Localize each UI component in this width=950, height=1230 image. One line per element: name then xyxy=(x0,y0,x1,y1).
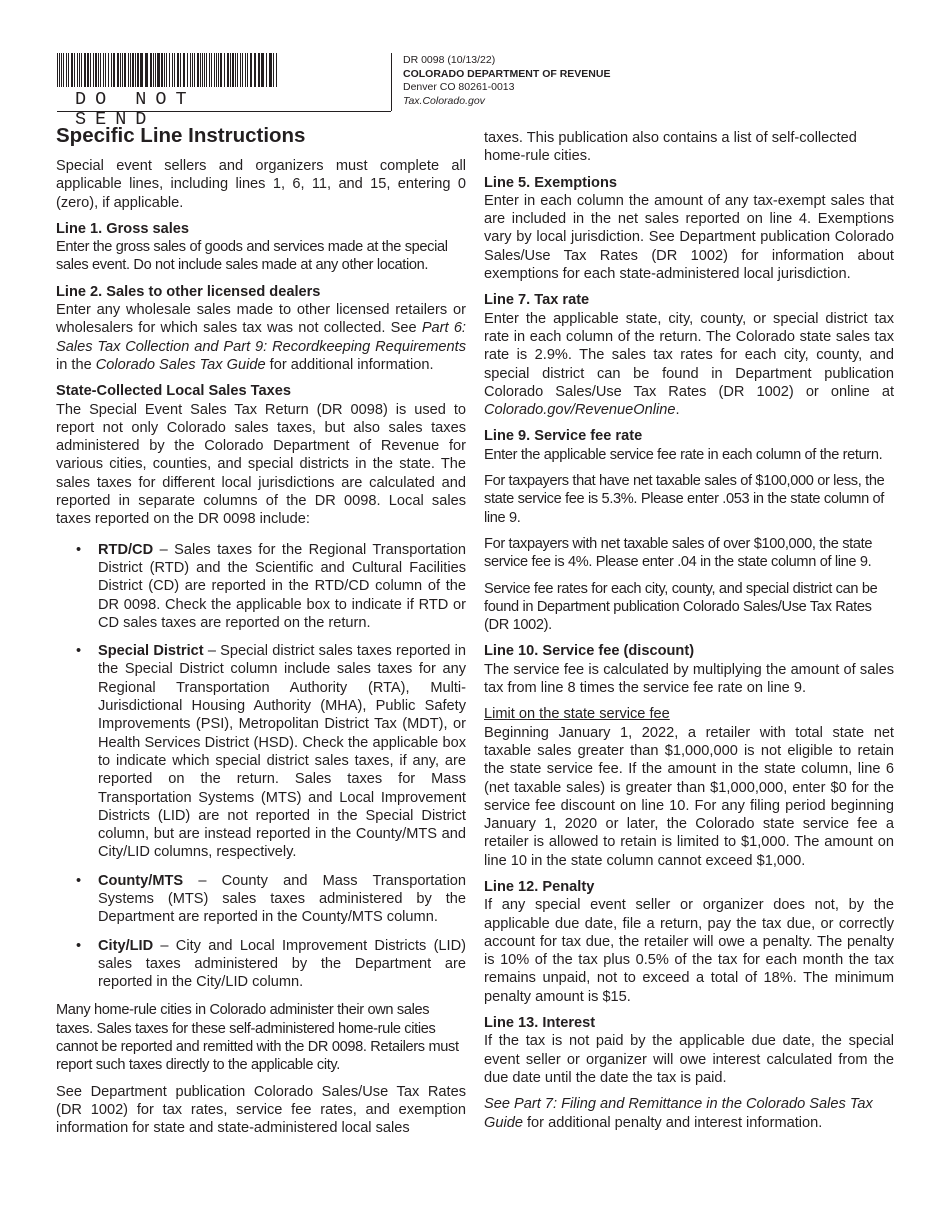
state-collected-body: The Special Event Sales Tax Return (DR 0098) is used to report not only Colorado sales taxes, but also sales taxes administered by the Colorado Department of Revenue for various cities, counties, and special districts in the state. The sales taxes for different local jurisdictions are calculated and reported in separate columns of the DR 0098. Local sales taxes reported on the DR 0098 include: xyxy=(56,401,466,528)
state-collected-heading: State-Collected Local Sales Taxes xyxy=(56,383,291,400)
barcode-bar xyxy=(258,53,260,87)
line1-section xyxy=(56,220,466,275)
barcode-bar xyxy=(63,53,64,87)
line13-body: If the tax is not paid by the applicable due date, the special event seller or organizer will owe interest calculated from the due date until the date the tax is paid. xyxy=(484,1033,894,1086)
barcode-bar xyxy=(209,53,210,87)
barcode-bar xyxy=(108,53,109,87)
barcode-bar xyxy=(84,53,86,87)
barcode-bar xyxy=(132,53,134,87)
header-divider xyxy=(57,111,391,112)
barcode-bar xyxy=(218,53,219,87)
barcode-bar xyxy=(81,53,82,87)
line9-p1: Enter the applicable service fee rate in each column of the return. xyxy=(484,446,883,463)
barcode-bar xyxy=(79,53,80,87)
barcode-bar xyxy=(177,53,179,87)
barcode-bar xyxy=(200,53,201,87)
department-address: Denver CO 80261-0013 xyxy=(403,81,515,94)
barcode-bar xyxy=(59,53,60,87)
barcode-bar xyxy=(90,53,91,87)
barcode-bar xyxy=(153,53,154,87)
barcode-bar xyxy=(211,53,212,87)
barcode-bar xyxy=(232,53,234,87)
barcode-bar xyxy=(140,53,143,87)
line7-section xyxy=(484,291,894,419)
line10-section xyxy=(484,642,894,870)
barcode-bar xyxy=(95,53,97,87)
barcode-bar xyxy=(245,53,246,87)
intro-paragraph: Special event sellers and organizers must complete all applicable lines, including lines 1, 6, 11, and 15, entering 0 (zero), if applicable. xyxy=(56,158,466,211)
home-rule-paragraph: Many home-rule cities in Colorado administer their own sales taxes. Sales taxes for these self-administered home-rule cities cannot be reported and remitted with the DR 0098. Retailers must report such taxes directly to the applicable city. xyxy=(56,1002,459,1074)
see-publication-paragraph: See Department publication Colorado Sales/Use Tax Rates (DR 1002) for tax rates, service fee rates, and exemption information for state and state-administered local sales xyxy=(56,1083,466,1137)
barcode-bar xyxy=(71,53,73,87)
line5-section xyxy=(484,174,894,284)
barcode-bar xyxy=(105,53,106,87)
line2-section xyxy=(56,283,466,374)
barcode-bar xyxy=(237,53,238,87)
line7-body: Enter the applicable state, city, county, or special district tax rate in each column of the return. The Colorado state sales tax rate is 2.9%. The sales tax rates for each city, county, and special district can be found in Department publication Colorado Sales/Use Tax Rates (DR 1002) or online at Colorado.gov/RevenueOnline. xyxy=(484,310,894,419)
line10-body: The service fee is calculated by multiplying the amount of sales tax from line 8 times the service fee rate on line 9. xyxy=(484,661,894,697)
barcode-bar xyxy=(164,53,165,87)
list-item: • City/LID – City and Local Improvement Districts (LID) sales taxes administered by the Department are reported in the City/LID column. xyxy=(76,937,466,991)
barcode-bar xyxy=(100,53,101,87)
line7-heading: Line 7. Tax rate xyxy=(484,292,590,309)
barcode-bar xyxy=(128,53,129,87)
right-column xyxy=(484,129,894,1132)
part6-part9-reference: Part 6: Sales Tax Collection and Part 9: Recordkeeping Requirements xyxy=(56,320,466,355)
bullet-icon: • xyxy=(76,541,82,558)
department-website: Tax.Colorado.gov xyxy=(403,95,485,108)
see-publication-continued: taxes. This publication also contains a list of self-collected home-rule cities. xyxy=(484,130,857,165)
barcode-bar xyxy=(145,53,148,87)
barcode-bar xyxy=(214,53,215,87)
barcode-bar xyxy=(103,53,104,87)
state-collected-section xyxy=(56,382,466,528)
limit-body: Beginning January 1, 2022, a retailer with total state net taxable sales greater than $1,000,000 is not eligible to retain the state service fee. If the amount in the state column, line 6 (net taxable sales) is greater than $1,000,000, enter $0 for the service fee discount on line 10. For any filing period beginning January 1, 2020 or later, the Colorado state service fee a retailer is allowed to retain is limited to $1,000. The amount on line 10 in the state column cannot exceed $1,000. xyxy=(484,724,894,869)
revenue-online-link: Colorado.gov/RevenueOnline xyxy=(484,402,676,419)
barcode-bar xyxy=(161,53,163,87)
bullet-icon: • xyxy=(76,872,82,889)
barcode-bar xyxy=(124,53,126,87)
barcode-bar xyxy=(266,53,267,87)
barcode-bar xyxy=(220,53,222,87)
line12-heading: Line 12. Penalty xyxy=(484,878,595,895)
barcode-block xyxy=(57,53,279,130)
line12-body: If any special event seller or organizer does not, by the applicable due date, file a return, pay the tax due, or correctly account for tax due, the retailer will owe a penalty. The penalty is 10% of the tax plus 0.5% of the tax for each month the tax remains unpaid, not to exceed a total of 18%. The minimum penalty amount is $15. xyxy=(484,897,894,1005)
barcode-bar xyxy=(98,53,99,87)
barcode-bar xyxy=(216,53,217,87)
bullet-icon: • xyxy=(76,937,82,954)
barcode-bar xyxy=(66,53,67,87)
line13-heading: Line 13. Interest xyxy=(484,1015,596,1032)
list-item: • County/MTS – County and Mass Transportation Systems (MTS) sales taxes administered by the Department are reported in the County/MTS column. xyxy=(76,872,466,926)
barcode-bar xyxy=(194,53,195,87)
barcode-bar xyxy=(227,53,229,87)
barcode-bar xyxy=(192,53,193,87)
line5-heading: Line 5. Exemptions xyxy=(484,174,617,191)
barcode-bar xyxy=(276,53,277,87)
barcode-bar xyxy=(166,53,167,87)
barcode-bar xyxy=(172,53,173,87)
local-tax-list xyxy=(56,541,466,992)
line9-heading: Line 9. Service fee rate xyxy=(484,428,643,445)
barcode-bar xyxy=(61,53,62,87)
part7-reference: See Part 7: Filing and Remittance in the Colorado Sales Tax Guide xyxy=(484,1096,873,1131)
barcode-bar xyxy=(135,53,136,87)
barcode-bar xyxy=(68,53,69,87)
barcode-bar xyxy=(87,53,89,87)
line2-heading: Line 2. Sales to other licensed dealers xyxy=(56,283,321,300)
sales-tax-guide-reference: Colorado Sales Tax Guide xyxy=(95,356,266,373)
barcode-bar xyxy=(111,53,112,87)
barcode-bar xyxy=(137,53,139,87)
barcode-bar xyxy=(174,53,175,87)
line9-p2: For taxpayers that have net taxable sales of $100,000 or less, the state service fee is 5.3%. Please enter .053 in the state column of line 9. xyxy=(484,473,885,526)
form-header xyxy=(403,54,610,109)
barcode-bar xyxy=(120,53,121,87)
barcode-bar xyxy=(235,53,236,87)
list-item: • RTD/CD – Sales taxes for the Regional Transportation District (RTD) and the Scientific and Cultural Facilities District (CD) are reported in the RTD/CD column of the DR 0098. Check the applicable box to indicate if RTD or CD sales taxes are reported on the return. xyxy=(76,541,466,631)
list-item: • Special District – Special district sales taxes reported in the Special District column include sales taxes for any Regional Transportation Authority (RTA), Multi-Jurisdictional Housing Authority (MHA), Public Safety Improvements (PSI), Metropolitan District Tax (MDT), or Health Services District (HSD). Check the applicable box to indicate which special district sales taxes, if any, are reported on the return. Sales taxes for Mass Transportation Systems (MTS) and Local Improvement Districts (LID) are not reported in the Special District column, but are instead reported in the County/MTS and City/LID columns, respectively. xyxy=(76,643,466,861)
header-vertical-divider xyxy=(391,53,392,111)
barcode-bar xyxy=(242,53,243,87)
form-code: DR 0098 (10/13/22) xyxy=(403,54,496,66)
barcode-bar xyxy=(77,53,78,87)
barcode-bar xyxy=(74,53,75,87)
barcode-bar xyxy=(57,53,58,87)
barcode-bar xyxy=(117,53,119,87)
barcode-bar xyxy=(204,53,205,87)
barcode-bar xyxy=(122,53,123,87)
barcode-bar xyxy=(169,53,170,87)
barcode-bar xyxy=(93,53,94,87)
line10-heading: Line 10. Service fee (discount) xyxy=(484,643,695,660)
barcode-bar xyxy=(202,53,203,87)
barcode-bar xyxy=(273,53,274,87)
limit-heading: Limit on the state service fee xyxy=(484,706,670,723)
line1-heading: Line 1. Gross sales xyxy=(56,220,190,237)
bullet-icon: • xyxy=(76,643,82,660)
barcode-bar xyxy=(150,53,152,87)
barcode-bar xyxy=(261,53,264,87)
barcode-bar xyxy=(206,53,207,87)
line2-body: Enter any wholesale sales made to other licensed retailers or wholesalers for which sales tax was not collected. See Part 6: Sales Tax Collection and Part 9: Recordkeeping Requirements in the Colorado Sales Tax Guide for additional information. xyxy=(56,302,466,373)
barcode-bar xyxy=(254,53,256,87)
barcode-image xyxy=(57,53,279,87)
barcode-bar xyxy=(224,53,225,87)
part7-reference-paragraph: See Part 7: Filing and Remittance in the Colorado Sales Tax Guide for additional penalty and interest information. xyxy=(484,1096,873,1131)
barcode-bar xyxy=(130,53,131,87)
barcode-bar xyxy=(230,53,231,87)
barcode-bar xyxy=(269,53,272,87)
barcode-bar xyxy=(157,53,160,87)
barcode-bar xyxy=(197,53,199,87)
do-not-send-label: DO NOT SEND xyxy=(75,89,196,130)
barcode-bar xyxy=(247,53,248,87)
department-name: COLORADO DEPARTMENT OF REVENUE xyxy=(403,67,611,80)
barcode-bar xyxy=(190,53,191,87)
line9-p3: For taxpayers with net taxable sales of over $100,000, the state service fee is 4%. Please enter .04 in the state column of line 9. xyxy=(484,535,873,571)
line5-body: Enter in each column the amount of any tax-exempt sales that are included in the net sales reported on line 4. Exemptions vary by local jurisdiction. See Department publication Colorado Sales/Use Tax Rates (DR 1002) for information about exemptions for each state-administered local jurisdiction. xyxy=(484,192,894,283)
barcode-bar xyxy=(250,53,252,87)
barcode-bar xyxy=(187,53,188,87)
line12-section xyxy=(484,878,894,1006)
barcode-bar xyxy=(113,53,115,87)
barcode-bar xyxy=(240,53,241,87)
line9-p4: Service fee rates for each city, county, and special district can be found in Department publication Colorado Sales/Use Tax Rates (DR 1002). xyxy=(484,580,878,634)
line1-body: Enter the gross sales of goods and services made at the special sales event. Do not include sales made at any other location. xyxy=(56,239,448,274)
barcode-bar xyxy=(183,53,185,87)
line13-section xyxy=(484,1014,894,1087)
page-title: Specific Line Instructions xyxy=(56,124,306,147)
barcode-bar xyxy=(155,53,156,87)
barcode-bar xyxy=(180,53,181,87)
left-column xyxy=(56,124,466,1138)
line9-section xyxy=(484,427,894,634)
